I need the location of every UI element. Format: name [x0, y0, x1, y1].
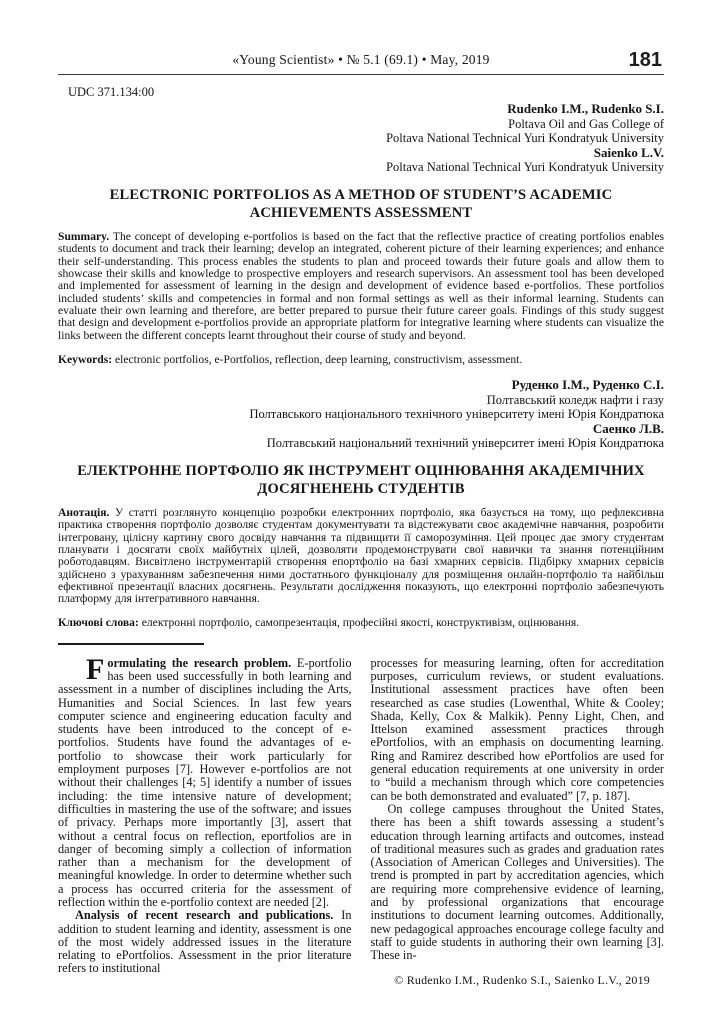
header-row [58, 48, 664, 70]
authors-block-en [58, 102, 664, 175]
left-paragraph-2 [58, 909, 352, 975]
author-affiliation-uk-1a: Полтавський коледж нафти і газу [486, 392, 664, 407]
left-paragraph-1-text: E-portfolio has been used successfully in both learning and assessment in a number of disciplines including the Arts, Humanities and Social Sciences. In last few years computer science and engineering education faculty and students have been introduced to the concept of e-portfolios. Students have found the advantages of e-portfolio to showcase their work particularly for employment purposes [7]. However e-portfolios are not without their challenges [4; 5] identify a number of issues including: the time intensive nature of development; difficulties in mastering the use of the software; and issues of privacy. Perhaps more importantly [3], assert that without a central focus on reflection, eportfolios are in danger of becoming simply a collection of information rather than a mechanism for the development of meaningful knowledge. In order to determine whether such a process has occurred criteria for the assessment of reflection within the e-portfolio context are needed [2]. [58, 655, 352, 909]
left-column [58, 652, 352, 976]
left-paragraph-1 [58, 652, 352, 910]
author-names-en-2: Saienko L.V. [593, 144, 664, 160]
abstract-uk-label: Анотація. [58, 505, 110, 519]
author-names-en-1: Rudenko I.M., Rudenko S.I. [507, 101, 664, 116]
author-affiliation-en-1a: Poltava Oil and Gas College of [508, 116, 664, 131]
keywords-en-text: electronic portfolios, e-Portfolios, reflection, deep learning, constructivism, assessment. [115, 352, 523, 366]
journal-issue-line: «Young Scientist» • № 5.1 (69.1) • May, 2019 [232, 52, 490, 67]
header-rule [58, 74, 664, 75]
abstract-uk-text: У статті розглянуто концепцію розробки електронних портфоліо, яка базується на тому, що рефлексивна практика створення портфоліо дозволяє студентам документувати та відстежувати своє академічне навчання, розробити інтегровану, цілісну картину свого досвіду навчання та підвищити її саморозуміння. Цей процес дає змогу студентам планувати і досягати своїх майбутніх цілей, дозволяти продемонструвати свої навички та знання потенційним роботодавцям. Висвітлено інструментарій створення епортфоліо на базі хмарних сервісів. Підбірку хмарних сервісів здійснено з урахуванням забезпечення ними достатнього функціоналу для розміщення онлайн-портфоліо та найбільш ефективної презентації власних досягнень. Результати дослідження показують, що електронні портфоліо забезпечують платформу для інтегративного навчання. [58, 505, 664, 606]
article-title-uk: ЕЛЕКТРОННЕ ПОРТФОЛІО ЯК ІНСТРУМЕНТ ОЦІНЮВАННЯ АКАДЕМІЧНИХ ДОСЯГНЕНЕНЬ СТУДЕНТІВ [77, 462, 645, 498]
left-paragraph-2-text: In addition to student learning and identity, assessment is one of the most widely addressed issues in the literature relating to ePortfolios. Assessment in the prior literature refers to institutional [58, 908, 352, 976]
article-body [58, 652, 664, 976]
keywords-en-label: Keywords: [58, 352, 113, 366]
author-affiliation-en-1b: Poltava National Technical Yuri Kondratyuk University [386, 131, 664, 146]
udc-code: UDC 371.134:00 [68, 85, 155, 99]
page-header [58, 0, 664, 75]
summary-en [58, 231, 664, 342]
author-affiliation-en-2: Poltava National Technical Yuri Kondratyuk University [386, 160, 664, 175]
author-names-uk-2: Саенко Л.В. [592, 420, 664, 436]
article-title-en: ELECTRONIC PORTFOLIOS AS A METHOD OF STUDENT’S ACADEMIC ACHIEVEMENTS ASSESSMENT [109, 186, 613, 222]
keywords-uk [58, 617, 664, 629]
drop-cap: F [86, 652, 105, 686]
author-affiliation-uk-2: Полтавський національний технічний університет імені Юрія Кондратюка [266, 436, 664, 451]
author-names-uk-1: Руденко І.М., Руденко С.І. [511, 377, 664, 392]
left-paragraph-2-lead: Analysis of recent research and publications. [75, 908, 334, 923]
section-divider-rule [58, 643, 204, 645]
right-paragraph-1: processes for measuring learning, often for accreditation purposes, curriculum reviews, or student evaluations. Institutional assessment practices have often been researched as case studies (Lowenthal, White & Cooley; Shada, Kelly, Cox & Malkik). Penny Light, Chen, and Ittelson examined assessment practices through ePortfolios, with an emphasis on documenting learning. Ring and Ramirez described how ePortfolios are used for general education requirements at one university in order to “build a mechanism through which core competencies can be both demonstrated and evaluated” [7, p. 187]. [370, 655, 664, 803]
abstract-uk [58, 507, 664, 606]
keywords-uk-text: електронні портфоліо, самопрезентація, професійні якості, конструктивізм, оцінювання. [141, 616, 580, 630]
keywords-en [58, 354, 664, 366]
right-paragraph-2: On college campuses throughout the United States, there has been a shift towards assessing a student’s education through learning artifacts and outcomes, instead of traditional measures such as grades and graduation rates (Association of American Colleges and Universities). The trend is prompted in part by accreditation agencies, which are requiring more comprehensive evidence of learning, and by professional organizations that encourage institutions to document learning outcomes. Additionally, new pedagogical approaches encourage college faculty and staff to guide students in authoring their own learning [3]. These in- [370, 801, 664, 963]
summary-en-label: Summary. [58, 229, 110, 243]
copyright-note: © Rudenko I.M., Rudenko S.I., Saienko L.V., 2019 [394, 973, 650, 987]
right-column [371, 657, 665, 976]
page-content [58, 0, 664, 976]
author-affiliation-uk-1b: Полтавського національного технічного університету імені Юрія Кондратюка [249, 407, 664, 422]
summary-en-text: The concept of developing e-portfolios is based on the fact that the reflective practice of creating portfolios enables students to document and track their learning; develop an integrated, coherent picture of their learning experiences; and enhance their self-understanding. This process enables the students to plan and proceed towards their future goals and allow them to showcase their skills and knowledge to prospective employers and research supervisors. An assessment tool has been developed and implemented for assessment of learning in the design and development of evidence based e-portfolios. These portfolios included students’ skills and competencies in formal and non formal settings as well as their informal learning. Students can evaluate their own learning and therefore, are better prepared to pursue their future career goals. Findings of this study suggest that design and development e-portfolios provide an appropriate platform for integrative learning where students can visualize the links between the different concepts learnt throughout their course of study and beyond. [58, 229, 664, 342]
keywords-uk-label: Ключові слова: [58, 616, 139, 630]
left-paragraph-1-lead: ormulating the research problem. [107, 655, 292, 670]
authors-block-uk [58, 378, 664, 451]
page-number: 181 [628, 49, 662, 71]
